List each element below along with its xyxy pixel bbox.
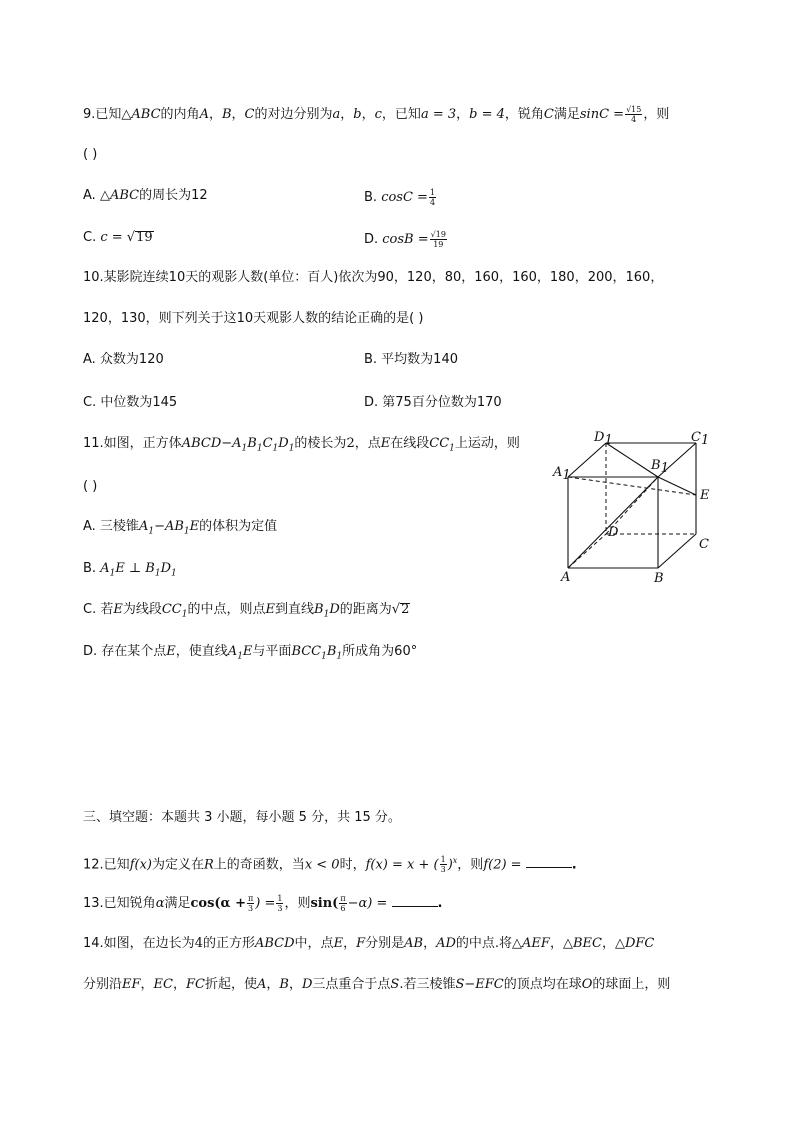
q14-stem-line1: 14.如图，在边长为4的正方形ABCD中，点E，F分别是AB，AD的中点.将△AEF，△BEC，△DFC bbox=[83, 936, 655, 951]
q11-option-b: B. $A_1E$ ⊥ $B_1D_1$ bbox=[83, 561, 177, 579]
q11-paren: ( ) bbox=[83, 479, 98, 494]
label-c: C bbox=[699, 537, 709, 552]
sinc-fraction: $\frac{√15}{4}$ bbox=[626, 105, 642, 124]
label-b1: B1 bbox=[651, 458, 669, 476]
q9-option-d: D. cosB = $\frac{√19}{19}$ bbox=[364, 230, 446, 249]
q10-option-c: C. 中位数为145 bbox=[83, 395, 178, 410]
q11-option-d: D. 存在某个点E，使直线$A_1E$与平面$BCC_1B_1$所成角为60° bbox=[83, 644, 418, 662]
q13-stem: 13.已知锐角α满足cos(α + $\frac{\pi}{3}$ ) = $\frac{1}{3}$ ，则sin( $\frac{\pi}{6}$ −α) = . bbox=[83, 894, 443, 913]
edge-bc bbox=[658, 534, 696, 568]
cube-figure bbox=[548, 425, 718, 590]
q12-answer-blank[interactable] bbox=[526, 855, 572, 868]
q9-option-b: B. cosC = $\frac{1}{4}$ bbox=[364, 188, 436, 207]
q10-option-d: D. 第75百分位数为170 bbox=[364, 395, 502, 410]
q9-option-c: C. c = √19 bbox=[83, 230, 153, 245]
q9-option-a: A. △ABC的周长为12 bbox=[83, 188, 208, 203]
segment-b1e bbox=[658, 477, 696, 495]
label-c1: C1 bbox=[691, 430, 710, 448]
q13-answer-blank[interactable] bbox=[392, 894, 438, 907]
label-e: E bbox=[700, 488, 710, 503]
hidden-edge-ad bbox=[568, 534, 606, 568]
q10-option-b: B. 平均数为140 bbox=[364, 352, 458, 367]
label-b: B bbox=[654, 571, 664, 586]
label-a: A bbox=[561, 570, 571, 585]
q11-stem: 11.如图，正方体$ABCD-A_1B_1C_1D_1$的棱长为2，点E在线段$CC_1$上运动，则 bbox=[83, 436, 520, 454]
q9-paren: ( ) bbox=[83, 147, 98, 162]
segment-ab1 bbox=[568, 477, 658, 568]
section-3-heading: 三、填空题：本题共 3 小题，每小题 5 分，共 15 分。 bbox=[83, 810, 401, 825]
label-d1: D1 bbox=[594, 430, 613, 448]
q14-stem-line2: 分别沿EF，EC，FC折起，使A，B，D三点重合于点S.若三棱锥S−EFC的顶点均在球O的球面上，则 bbox=[83, 977, 671, 992]
q10-stem-line1: 10.某影院连续10天的观影人数(单位：百人)依次为90，120，80，160，160，180，200，160， bbox=[83, 270, 664, 285]
q11-option-a: A. 三棱锥$A_1-AB_1E$的体积为定值 bbox=[83, 519, 278, 537]
q10-option-a: A. 众数为120 bbox=[83, 352, 164, 367]
q9-stem: 9.已知△ABC的内角A，B，C的对边分别为a，b，c，已知a = 3，b = 4，锐角C满足sinC = $\frac{√15}{4}$ ，则 bbox=[83, 105, 670, 124]
q11-option-c: C. 若E为线段$CC_1$的中点，则点E到直线$B_1D$的距离为√2 bbox=[83, 602, 410, 620]
label-d: D bbox=[608, 525, 619, 540]
label-a1: A1 bbox=[553, 465, 571, 483]
q10-stem-line2: 120，130，则下列关于这10天观影人数的结论正确的是( ) bbox=[83, 311, 424, 326]
edge-a1d1 bbox=[568, 443, 606, 477]
q12-stem: 12.已知f(x)为定义在R上的奇函数，当x < 0时，f(x) = x + ( $\frac{1}{3}$ )$^x$，则f(2) = . bbox=[83, 855, 577, 875]
